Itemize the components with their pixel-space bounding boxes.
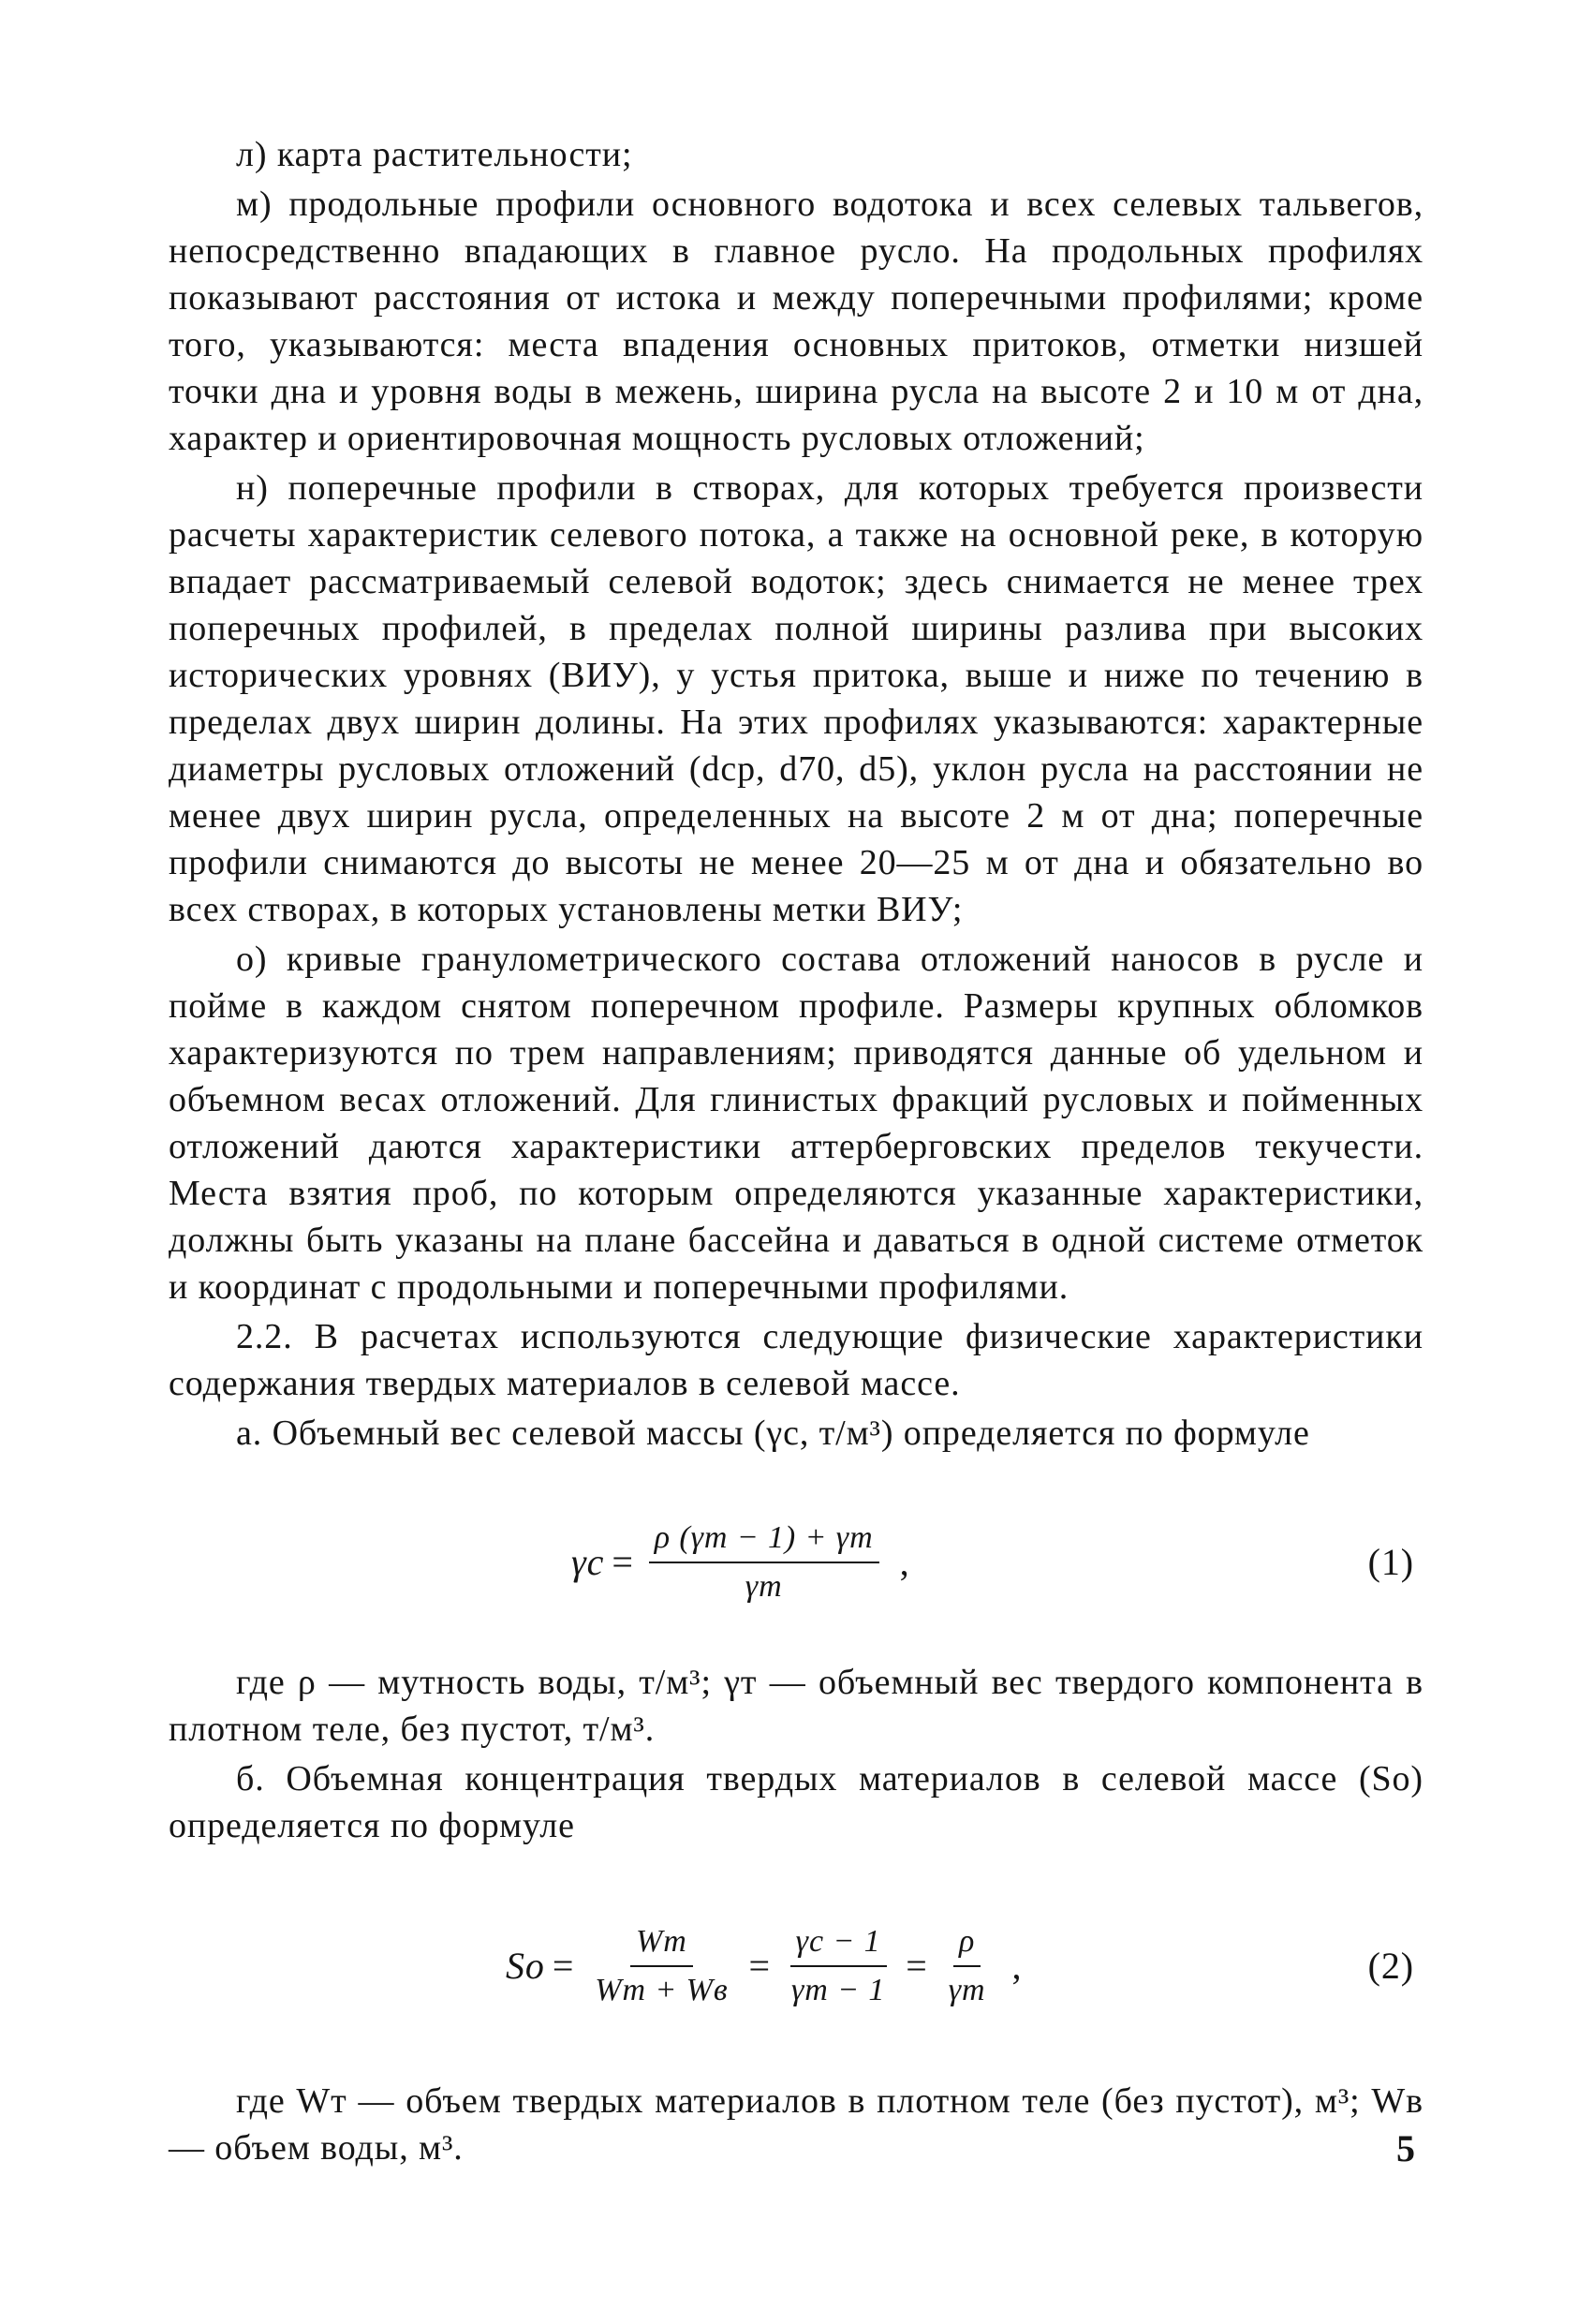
formula-1-denominator: γт [745, 1569, 783, 1604]
formula-1-numerator: ρ (γт − 1) + γт [649, 1518, 879, 1563]
formula-2-f3-denominator: γт [948, 1973, 986, 2007]
formula-2 [169, 1887, 1423, 2046]
formula-2-eq3: = [906, 1945, 928, 1987]
list-item-m: м) продольные профили основного водотока и всех селевых тальвегов, непосредственно впадающих в главное русло. На продольных профилях показывают расстояния от истока и между поперечными профилями; кроме того, указываются: места впадения основных притоков, отметки низшей точки дна и уровня воды в межень, ширина русла на высоте 2 и 10 м от дна, характер и ориентировочная мощность русловых отложений; [169, 185, 1423, 458]
formula-2-fraction-2 [786, 1922, 891, 2010]
page-number: 5 [1396, 2127, 1415, 2169]
formula-2-f1-numerator: Wт [630, 1922, 693, 1967]
text-column [169, 131, 1423, 2174]
formula-1-body [571, 1492, 909, 1633]
formula-1 [169, 1492, 1423, 1633]
formula-2-comma: , [1011, 1945, 1023, 1987]
formula-2-eq2: = [748, 1945, 771, 1987]
formula-2-f2-numerator: γс − 1 [790, 1922, 887, 1967]
formula-1-lhs: γс [571, 1541, 605, 1583]
formula-2-number: (2) [1367, 1945, 1414, 1987]
formula-2-f3-numerator: ρ [953, 1922, 981, 1967]
formula-2-fraction-3 [943, 1922, 992, 2010]
item-a-volume-weight: а. Объемный вес селевой массы (γс, т/м³) определяется по формуле [236, 1414, 1310, 1453]
item-b-volume-concentration: б. Объемная концентрация твердых материалов в селевой массе (Sо) определяется по формуле [169, 1759, 1423, 1845]
where-clause-2: где Wт — объем твердых материалов в плотном теле (без пустот), м³; Wв — объем воды, м³. [169, 2081, 1423, 2168]
formula-2-fraction-1 [589, 1922, 733, 2010]
list-item-n: н) поперечные профили в створах, для которых требуется произвести расчеты характеристик селевого потока, а также на основной реке, в которую впадает рассматриваемый селевой водоток; здесь снимается не менее трех поперечных профилей, в пределах полной ширины разлива при высоких исторических уровнях (ВИУ), у устья притока, выше и ниже по течению в пределах двух ширин долины. На этих профилях указываются: характерные диаметры русловых отложений (dср, d70, d5), уклон русла на расстоянии не менее двух ширин русла, определенных на высоте 2 м от дна; поперечные профили снимаются до высоты не менее 20—25 м от дна и обязательно во всех створах, в которых установлены метки ВИУ; [169, 468, 1423, 929]
list-item-o: о) кривые гранулометрического состава отложений наносов в русле и пойме в каждом снятом поперечном профиле. Размеры крупных обломков характеризуются по трем направлениям; приводятся данные об удельном и объемном весах отложений. Для глинистых фракций русловых и пойменных отложений даются характеристики аттерберговских пределов текучести. Места взятия проб, по которым определяются указанные характеристики, должны быть указаны на плане бассейна и даваться в одной системе отметок и координат с продольными и поперечными профилями. [169, 940, 1423, 1307]
formula-2-f1-denominator: Wт + Wв [595, 1973, 729, 2007]
formula-2-lhs: Sо [506, 1945, 545, 1987]
section-2-2: 2.2. В расчетах используются следующие физические характеристики содержания твердых материалов в селевой массе. [169, 1317, 1423, 1403]
formula-1-comma: , [899, 1541, 910, 1583]
formula-1-eq: = [612, 1541, 634, 1583]
formula-1-number: (1) [1367, 1541, 1414, 1583]
formula-2-f2-denominator: γт − 1 [790, 1973, 886, 2007]
formula-2-eq1: = [552, 1945, 575, 1987]
formula-2-body [506, 1887, 1022, 2046]
formula-1-fraction [649, 1518, 879, 1606]
where-clause-1: где ρ — мутность воды, т/м³; γт — объемный вес твердого компонента в плотном теле, без пустот, т/м³. [169, 1663, 1423, 1749]
list-item-l: л) карта растительности; [236, 135, 633, 174]
